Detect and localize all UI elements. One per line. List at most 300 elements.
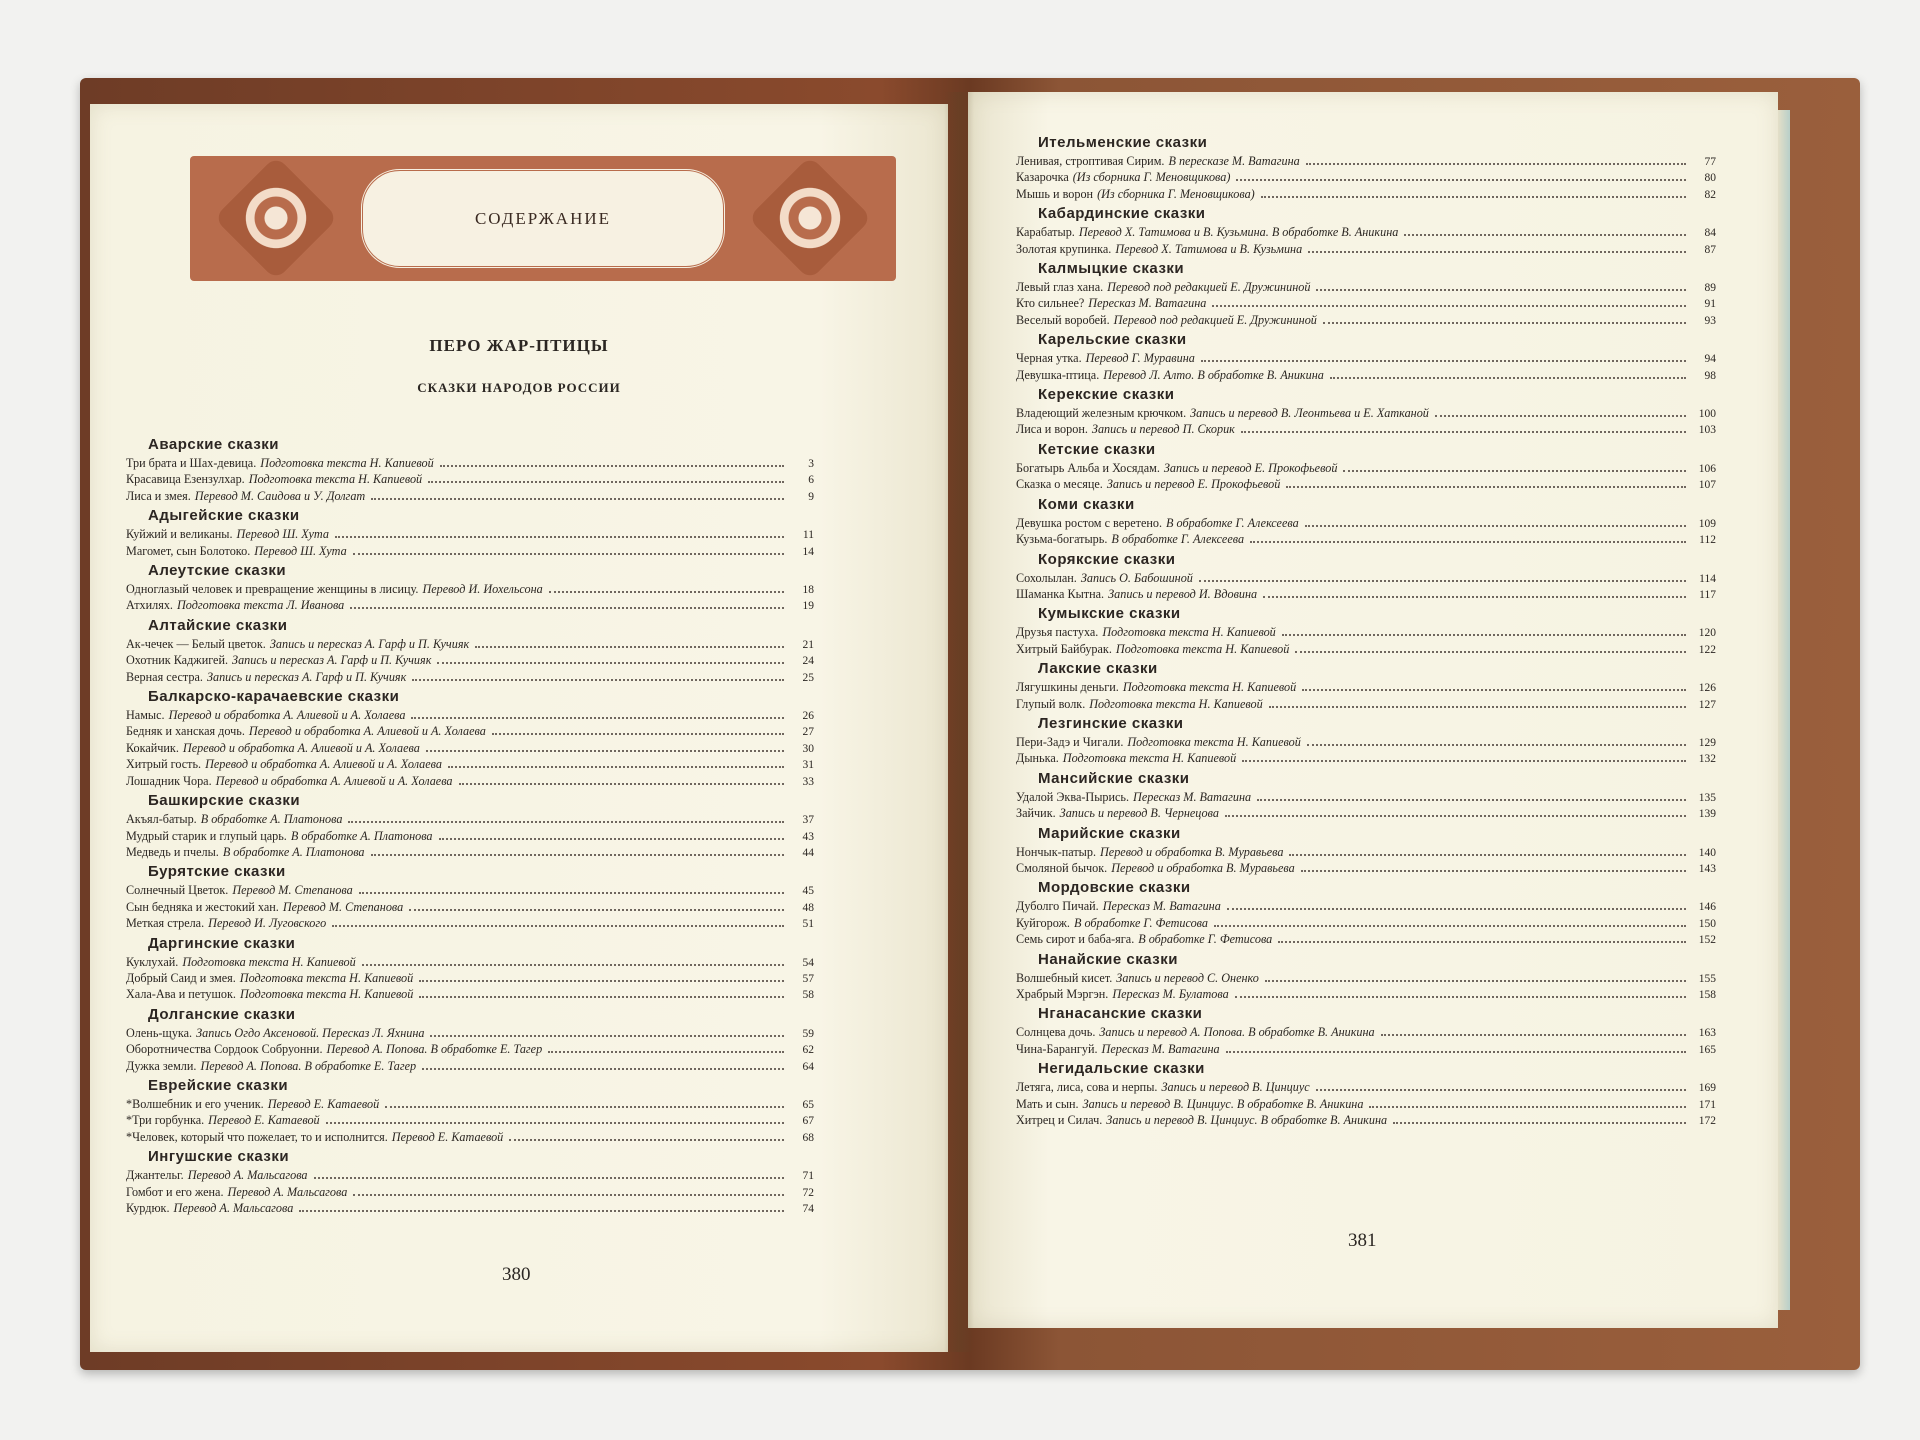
dot-leader	[430, 1035, 784, 1037]
section-title: Коми сказки	[1038, 495, 1135, 513]
entry-title: Мудрый старик и глупый царь.	[126, 828, 287, 843]
section-title: Долганские сказки	[148, 1005, 296, 1023]
ornament-knot-icon	[748, 156, 872, 280]
entry-title: Магомет, сын Болотоко.	[126, 543, 251, 558]
dot-leader	[359, 892, 784, 894]
entry-title: Ленивая, строптивая Сирим.	[1016, 154, 1165, 168]
entry-credit: Запись Огдо Аксеновой. Пересказ Л. Яхнина	[196, 1025, 425, 1040]
section-title: Лакские сказки	[1038, 660, 1158, 678]
entry-title: Нончык-патыр.	[1016, 844, 1096, 859]
dot-leader	[549, 591, 784, 593]
section-title: Карельские сказки	[1038, 331, 1187, 349]
dot-leader	[1302, 689, 1686, 691]
entry-title: Куйжий и великаны.	[126, 527, 233, 542]
entry-page: 26	[802, 710, 814, 723]
entry-title: Казарочка	[1016, 170, 1069, 185]
entry-title: Зайчик.	[1016, 806, 1056, 821]
toc-entry	[126, 598, 814, 614]
toc-entry	[126, 845, 814, 861]
toc-entry	[1016, 1097, 1716, 1113]
toc-entry	[126, 582, 814, 598]
right-page	[968, 92, 1778, 1328]
toc-entry	[126, 1130, 814, 1146]
dot-leader	[335, 536, 784, 538]
toc-entry	[1016, 225, 1716, 241]
page-number-left: 380	[502, 1264, 531, 1285]
entry-credit: Запись и перевод В. Цинциус	[1161, 1080, 1310, 1095]
section-title: Калмыцкие сказки	[1038, 260, 1185, 278]
entry-credit: Подготовка текста Н. Капиевой	[182, 954, 356, 969]
entry-credit: Подготовка текста Л. Иванова	[176, 598, 345, 613]
dot-leader	[1250, 541, 1686, 543]
entry-credit: Запись и перевод В. Чернецова	[1059, 806, 1219, 821]
dot-leader	[448, 766, 784, 768]
entry-credit: Пересказ М. Булатова	[1112, 987, 1229, 1001]
entry-title: Мышь и ворон	[1016, 186, 1094, 201]
entry-credit: Перевод Е. Катаевой	[208, 1113, 320, 1128]
section-title: Даргинские сказки	[148, 934, 296, 952]
section-title: Ительменские сказки	[1038, 134, 1208, 151]
toc-entry	[126, 527, 814, 543]
entry-page: 64	[802, 1060, 814, 1073]
entry-page: 93	[1704, 314, 1716, 327]
entry-credit: Подготовка текста Н. Капиевой	[239, 970, 414, 985]
dot-leader	[440, 465, 784, 467]
entry-title: Акъял-батыр.	[126, 812, 197, 827]
toc-section	[1016, 329, 1716, 384]
dot-leader	[419, 980, 784, 982]
toc-section	[1016, 823, 1716, 878]
entry-title: Бедняк и ханская дочь.	[126, 724, 245, 739]
entry-page: 89	[1704, 282, 1716, 295]
entry-credit: Перевод Ш. Хута	[236, 527, 329, 542]
section-title: Корякские сказки	[1038, 550, 1176, 568]
entry-page: 82	[1704, 188, 1716, 201]
entry-title: Хитрый Байбурак.	[1016, 641, 1112, 656]
entry-credit: Подготовка текста Н. Капиевой	[248, 472, 423, 487]
section-title: Нанайские сказки	[1038, 950, 1178, 968]
toc-entry	[126, 489, 814, 505]
entry-page: 122	[1698, 643, 1716, 656]
dot-leader	[422, 1068, 784, 1070]
toc-entry	[1016, 170, 1716, 186]
dot-leader	[1316, 1089, 1686, 1091]
entry-credit: Перевод М. Саидова и У. Долгат	[194, 488, 366, 503]
dot-leader	[1306, 163, 1686, 165]
entry-credit: Перевод и обработка А. Алиевой и А. Холаева	[205, 757, 442, 772]
entry-page: 169	[1698, 1082, 1716, 1095]
dot-leader	[299, 1210, 784, 1212]
entry-page: 129	[1698, 736, 1716, 749]
toc-entry	[126, 544, 814, 560]
toc-entry	[126, 955, 814, 971]
entry-page: 132	[1698, 753, 1716, 766]
toc-section	[1016, 258, 1716, 329]
entry-page: 91	[1704, 298, 1716, 311]
section-title: Балкарско-карачаевские сказки	[148, 688, 400, 706]
entry-title: Кто сильнее?	[1016, 296, 1085, 311]
entry-page: 51	[802, 918, 814, 931]
dot-leader	[1261, 196, 1686, 198]
entry-title: *Три горбунка.	[126, 1113, 205, 1128]
entry-page: 150	[1698, 917, 1716, 930]
dot-leader	[409, 909, 784, 911]
entry-credit: Перевод А. Мальсагова	[173, 1201, 294, 1215]
section-title: Мансийские сказки	[1038, 769, 1190, 787]
toc-section	[1016, 384, 1716, 439]
entry-credit: Перевод и обработка А. Алиевой и А. Холаева	[215, 773, 453, 788]
dot-leader	[1289, 854, 1686, 856]
entry-title: Чина-Барангуй.	[1016, 1041, 1098, 1056]
toc-entry	[126, 741, 814, 757]
entry-credit: Подготовка текста Н. Капиевой	[1115, 641, 1290, 656]
entry-credit: Запись О. Бабошиной	[1080, 570, 1193, 585]
entry-title: Гомбот и его жена.	[126, 1184, 224, 1199]
toc-entry	[1016, 790, 1716, 806]
toc-entry	[1016, 751, 1716, 767]
dot-leader	[426, 750, 784, 752]
section-title: Ингушские сказки	[148, 1148, 290, 1166]
toc-entry	[1016, 477, 1716, 493]
dot-leader	[1307, 744, 1686, 746]
toc-entry	[1016, 532, 1716, 548]
dot-leader	[1212, 305, 1686, 307]
toc-entry	[126, 637, 814, 653]
table-of-contents-left	[126, 434, 814, 1217]
dot-leader	[371, 854, 784, 856]
entry-page: 71	[802, 1170, 814, 1183]
toc-entry	[1016, 806, 1716, 822]
dot-leader	[439, 838, 784, 840]
entry-title: Дужка земли.	[126, 1058, 197, 1073]
entry-credit: Пересказ М. Ватагина	[1088, 296, 1207, 311]
entry-page: 24	[802, 655, 814, 668]
entry-credit: Подготовка текста Н. Капиевой	[1122, 680, 1297, 695]
dot-leader	[1201, 360, 1686, 362]
entry-page: 120	[1698, 627, 1716, 640]
entry-page: 165	[1698, 1043, 1716, 1056]
toc-entry	[126, 900, 814, 916]
entry-page: 57	[802, 972, 814, 985]
toc-section	[1016, 203, 1716, 258]
entry-credit: В пересказе М. Ватагина	[1168, 154, 1300, 168]
ornament-header	[190, 156, 896, 281]
toc-section	[1016, 1058, 1716, 1129]
toc-section	[1016, 658, 1716, 713]
entry-title: Солнечный Цветок.	[126, 883, 229, 898]
entry-page: 9	[808, 490, 814, 503]
entry-credit: Запись и перевод Е. Прокофьевой	[1106, 477, 1281, 492]
entry-credit: Запись и пересказ А. Гарф и П. Кучияк	[206, 669, 407, 684]
ornament-knot-icon	[214, 156, 338, 280]
toc-entry	[1016, 987, 1716, 1003]
book-subtitle: СКАЗКИ НАРОДОВ РОССИИ	[417, 380, 621, 395]
dot-leader	[437, 662, 784, 664]
toc-entry	[1016, 971, 1716, 987]
entry-credit: Запись и перевод В. Леонтьева и Е. Хатканой	[1190, 406, 1429, 421]
entry-credit: В обработке А. Платонова	[200, 812, 343, 827]
toc-entry	[1016, 368, 1716, 384]
dot-leader	[419, 996, 784, 998]
entry-page: 140	[1698, 846, 1716, 859]
dot-leader	[1301, 870, 1686, 872]
section-title: Негидальские сказки	[1038, 1060, 1205, 1078]
entry-page: 94	[1704, 353, 1716, 366]
entry-credit: Запись и перевод И. Вдовина	[1108, 586, 1258, 601]
entry-page: 25	[802, 671, 814, 684]
toc-section	[126, 861, 814, 932]
entry-title: Владеющий железным крючком.	[1016, 406, 1187, 421]
toc-section	[126, 686, 814, 790]
dot-leader	[385, 1106, 784, 1108]
entry-credit: Перевод и обработка А. Алиевой и А. Холаева	[168, 708, 406, 723]
dot-leader	[332, 925, 784, 927]
entry-title: Дынька.	[1016, 751, 1059, 766]
entry-page: 114	[1699, 572, 1716, 585]
dot-leader	[1235, 996, 1686, 998]
page-number-right: 381	[1348, 1230, 1377, 1251]
dot-leader	[1241, 431, 1686, 433]
toc-entry	[1016, 351, 1716, 367]
dot-leader	[509, 1139, 784, 1141]
toc-section	[1016, 494, 1716, 549]
toc-entry	[1016, 406, 1716, 422]
entry-credit: Перевод и обработка А. Алиевой и А. Холаева	[248, 724, 486, 739]
dot-leader	[326, 1122, 784, 1124]
dot-leader	[1404, 234, 1686, 236]
dot-leader	[1343, 470, 1686, 472]
toc-entry	[1016, 571, 1716, 587]
toc-entry	[1016, 680, 1716, 696]
toc-section	[1016, 439, 1716, 494]
entry-credit: Перевод под редакцией Е. Дружининой	[1107, 280, 1311, 295]
entry-credit: Запись и перевод С. Оненко	[1116, 970, 1259, 985]
entry-title: Сказка о месяце.	[1016, 477, 1103, 492]
entry-title: Семь сирот и баба-яга.	[1016, 932, 1135, 947]
toc-entry	[1016, 461, 1716, 477]
entry-title: Лиса и ворон.	[1016, 422, 1088, 437]
entry-credit: Перевод А. Мальсагова	[187, 1168, 308, 1183]
entry-title: Куклухай.	[126, 954, 179, 969]
entry-page: 54	[802, 956, 814, 969]
dot-leader	[1323, 322, 1686, 324]
toc-section	[1016, 603, 1716, 658]
toc-section	[1016, 877, 1716, 948]
entry-title: Хитрый гость.	[126, 757, 202, 772]
toc-entry	[126, 708, 814, 724]
toc-entry	[126, 653, 814, 669]
section-title: Нганасанские сказки	[1038, 1005, 1203, 1023]
toc-entry	[126, 1097, 814, 1113]
dot-leader	[348, 821, 784, 823]
dot-leader	[492, 733, 784, 735]
dot-leader	[1435, 415, 1686, 417]
entry-credit: Перевод Х. Татимова и В. Кузьмина	[1115, 241, 1303, 256]
dot-leader	[1265, 980, 1686, 982]
dot-leader	[314, 1177, 784, 1179]
dot-leader	[459, 783, 784, 785]
toc-entry	[126, 1168, 814, 1184]
entry-title: Джантельг.	[126, 1168, 184, 1183]
ornament-frame	[360, 168, 726, 269]
dot-leader	[353, 1194, 784, 1196]
entry-title: Глупый волк.	[1016, 696, 1086, 711]
entry-credit: Перевод Е. Катаевой	[391, 1129, 504, 1144]
toc-entry	[126, 456, 814, 472]
entry-credit: Запись и пересказ А. Гарф и П. Кучияк	[269, 636, 470, 651]
entry-page: 27	[802, 726, 814, 739]
entry-credit: Перевод И. Иохельсона	[422, 582, 543, 597]
entry-credit: Перевод Ш. Хута	[254, 543, 347, 558]
entry-page: 158	[1698, 989, 1716, 1001]
section-title: Марийские сказки	[1038, 824, 1181, 842]
entry-credit: Пересказ М. Ватагина	[1133, 789, 1252, 804]
entry-page: 80	[1704, 172, 1716, 185]
toc-entry	[126, 774, 814, 790]
dot-leader	[1226, 1051, 1686, 1053]
dot-leader	[412, 679, 784, 681]
entry-credit: Запись и перевод А. Попова. В обработке В. Аникина	[1099, 1025, 1375, 1040]
dot-leader	[1263, 596, 1686, 598]
entry-credit: Перевод и обработка В. Муравьева	[1111, 860, 1295, 875]
entry-credit: Запись и перевод Е. Прокофьевой	[1163, 460, 1338, 475]
entry-credit: Подготовка текста Н. Капиевой	[1127, 734, 1301, 749]
entry-credit: Запись и перевод В. Цинциус. В обработке В. Аникина	[1106, 1113, 1388, 1128]
entry-page: 3	[808, 458, 814, 470]
toc-section	[1016, 713, 1716, 768]
entry-page: 44	[802, 846, 814, 859]
entry-title: Атхилях.	[126, 598, 173, 613]
entry-page: 112	[1699, 534, 1716, 547]
entry-title: Летяга, лиса, сова и нерпы.	[1016, 1080, 1158, 1095]
dot-leader	[1214, 925, 1686, 927]
entry-credit: Подготовка текста Н. Капиевой	[1089, 696, 1263, 711]
dot-leader	[353, 553, 784, 555]
entry-page: 126	[1698, 682, 1716, 695]
section-title: Кумыкские сказки	[1038, 605, 1181, 623]
section-title: Керекские сказки	[1038, 386, 1175, 404]
entry-credit: Подготовка текста Н. Капиевой	[260, 456, 434, 470]
entry-page: 62	[802, 1044, 814, 1057]
toc-entry	[126, 1026, 814, 1042]
dot-leader	[1369, 1106, 1686, 1108]
dot-leader	[1269, 706, 1686, 708]
toc-entry	[1016, 187, 1716, 203]
dot-leader	[1199, 580, 1686, 582]
entry-page: 31	[802, 759, 814, 772]
entry-title: Мать и сын.	[1016, 1096, 1079, 1111]
toc-entry	[126, 670, 814, 686]
entry-credit: (Из сборника Г. Меновщикова)	[1072, 170, 1231, 185]
left-page	[90, 104, 948, 1352]
entry-page: 43	[802, 830, 814, 843]
dot-leader	[1257, 799, 1686, 801]
entry-title: Красавица Езензулхар.	[126, 472, 245, 487]
entry-page: 65	[802, 1098, 814, 1111]
entry-page: 117	[1699, 588, 1716, 601]
entry-page: 59	[802, 1027, 814, 1040]
section-title: Кабардинские сказки	[1038, 205, 1206, 223]
entry-page: 14	[802, 545, 814, 558]
entry-page: 155	[1698, 972, 1716, 985]
entry-credit: Запись и перевод П. Скорик	[1091, 422, 1235, 437]
dot-leader	[1330, 377, 1686, 379]
entry-credit: Пересказ М. Ватагина	[1101, 1041, 1220, 1056]
section-title: Алтайские сказки	[148, 616, 288, 634]
entry-page: 68	[802, 1131, 814, 1144]
section-title: Алеутские сказки	[148, 562, 287, 580]
entry-title: Одноглазый человек и превращение женщины в лисицу.	[126, 582, 419, 597]
entry-credit: Перевод И. Луговского	[208, 916, 327, 931]
toc-section	[1016, 549, 1716, 604]
entry-page: 30	[802, 742, 814, 755]
entry-title: Добрый Саид и змея.	[126, 970, 236, 985]
entry-page: 37	[802, 814, 814, 827]
section-title: Мордовские сказки	[1038, 879, 1191, 897]
entry-page: 107	[1698, 479, 1716, 492]
entry-page: 58	[802, 989, 814, 1002]
toc-section	[126, 790, 814, 861]
entry-credit: Подготовка текста Н. Капиевой	[239, 987, 414, 1002]
toc-entry	[1016, 697, 1716, 713]
dot-leader	[371, 498, 784, 500]
table-of-contents-right	[1016, 132, 1716, 1129]
entry-title: Меткая стрела.	[126, 916, 205, 931]
dot-leader	[548, 1051, 784, 1053]
entry-page: 172	[1698, 1115, 1716, 1128]
entry-credit: Перевод А. Мальсагова	[227, 1184, 348, 1199]
section-title: Кетские сказки	[1038, 440, 1156, 458]
toc-section	[126, 434, 814, 505]
book-title: ПЕРО ЖАР-ПТИЦЫ	[429, 336, 609, 355]
toc-entry	[1016, 845, 1716, 861]
toc-section	[1016, 768, 1716, 823]
entry-title: Лиса и змея.	[126, 488, 191, 503]
entry-credit: Перевод Х. Татимова и В. Кузьмина. В обработке В. Аникина	[1078, 225, 1399, 240]
section-title: Аварские сказки	[148, 436, 280, 453]
toc-entry	[1016, 1042, 1716, 1058]
entry-title: Друзья пастуха.	[1016, 625, 1099, 640]
dot-leader	[1278, 941, 1686, 943]
toc-entry	[1016, 154, 1716, 170]
toc-section	[1016, 132, 1716, 203]
toc-entry	[126, 883, 814, 899]
section-title: Еврейские сказки	[148, 1076, 289, 1094]
dot-leader	[1282, 634, 1686, 636]
toc-entry	[126, 472, 814, 488]
entry-title: Карабатыр.	[1016, 225, 1075, 240]
entry-page: 21	[802, 638, 814, 651]
entry-credit: В обработке Г. Фетисова	[1138, 932, 1273, 947]
entry-page: 74	[802, 1203, 814, 1215]
entry-title: Дуболго Пичай.	[1016, 899, 1099, 914]
entry-title: *Человек, который что пожелает, то и исполнится.	[126, 1129, 388, 1144]
toc-entry	[1016, 916, 1716, 932]
entry-credit: Перевод М. Степанова	[232, 883, 353, 898]
entry-credit: В обработке Г. Алексеева	[1166, 515, 1299, 530]
entry-credit: Запись и перевод В. Цинциус. В обработке В. Аникина	[1082, 1096, 1364, 1111]
entry-page: 100	[1698, 408, 1716, 421]
toc-entry	[1016, 735, 1716, 751]
entry-title: Сохолылан.	[1016, 570, 1077, 585]
entry-page: 127	[1698, 698, 1716, 711]
toc-entry	[1016, 1080, 1716, 1096]
entry-title: Девушка-птица.	[1016, 367, 1100, 382]
entry-credit: В обработке Г. Фетисова	[1073, 915, 1208, 930]
entry-title: Верная сестра.	[126, 669, 203, 684]
dot-leader	[1225, 815, 1686, 817]
toc-section	[126, 1075, 814, 1146]
